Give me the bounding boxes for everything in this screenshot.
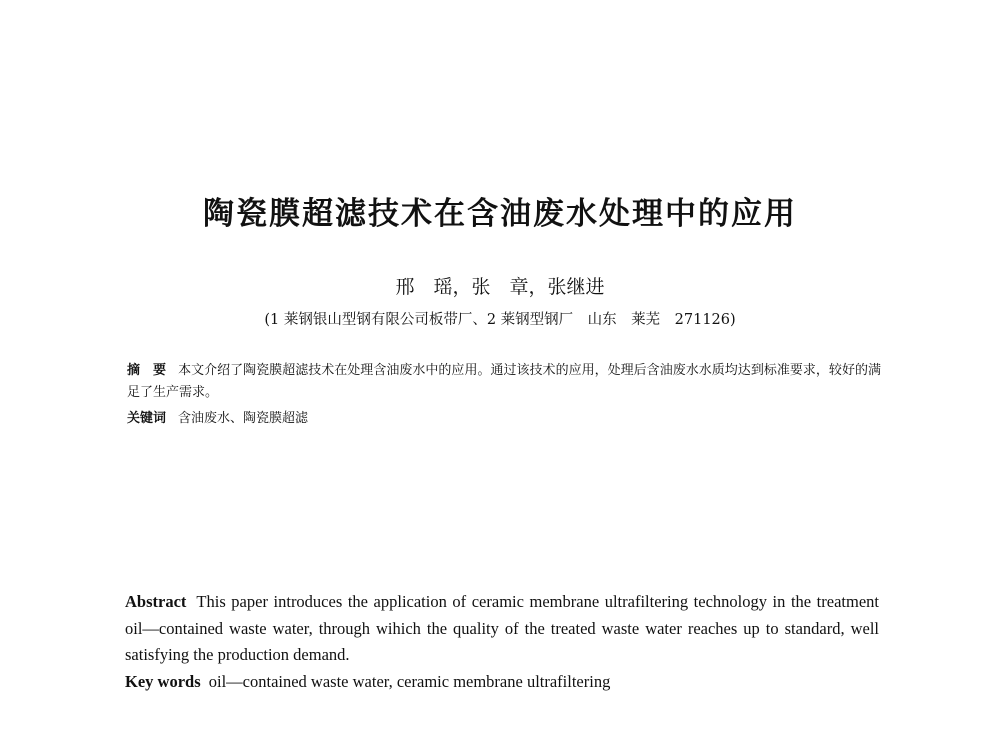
chinese-abstract-label: 摘 要 [127,363,167,378]
author-affiliation: (1 莱钢银山型钢有限公司板带厂、2 莱钢型钢厂 山东 莱芜 271126) [264,312,736,328]
chinese-keywords-label: 关键词 [127,411,167,426]
english-keywords [125,669,879,696]
english-abstract [125,589,879,669]
english-keywords-label: Key words [125,671,201,691]
english-abstract-section [125,589,879,695]
paper-title: 陶瓷膜超滤技术在含油废水处理中的应用 [203,196,797,232]
english-abstract-text: This paper introduces the application of ceramic membrane ultrafiltering technology in the treatment oil—contained waste water, through wihich the quality of the treated waste water reaches up to standard, well satisfying the production demand. [125,592,879,664]
chinese-abstract-section [127,360,881,430]
chinese-abstract [127,360,881,404]
author-list: 邢 瑶，张 章，张继进 [395,276,605,298]
english-keywords-text: oil—contained waste water, ceramic membrane ultrafiltering [208,671,611,691]
english-abstract-label: Abstract [125,592,187,611]
chinese-abstract-text: 本文介绍了陶瓷膜超滤技术在处理含油废水中的应用。通过该技术的应用，处理后含油废水水质均达到标准要求，较好的满足了生产需求。 [127,363,881,400]
chinese-keywords [127,408,881,430]
chinese-keywords-text: 含油废水、陶瓷膜超滤 [178,411,309,426]
